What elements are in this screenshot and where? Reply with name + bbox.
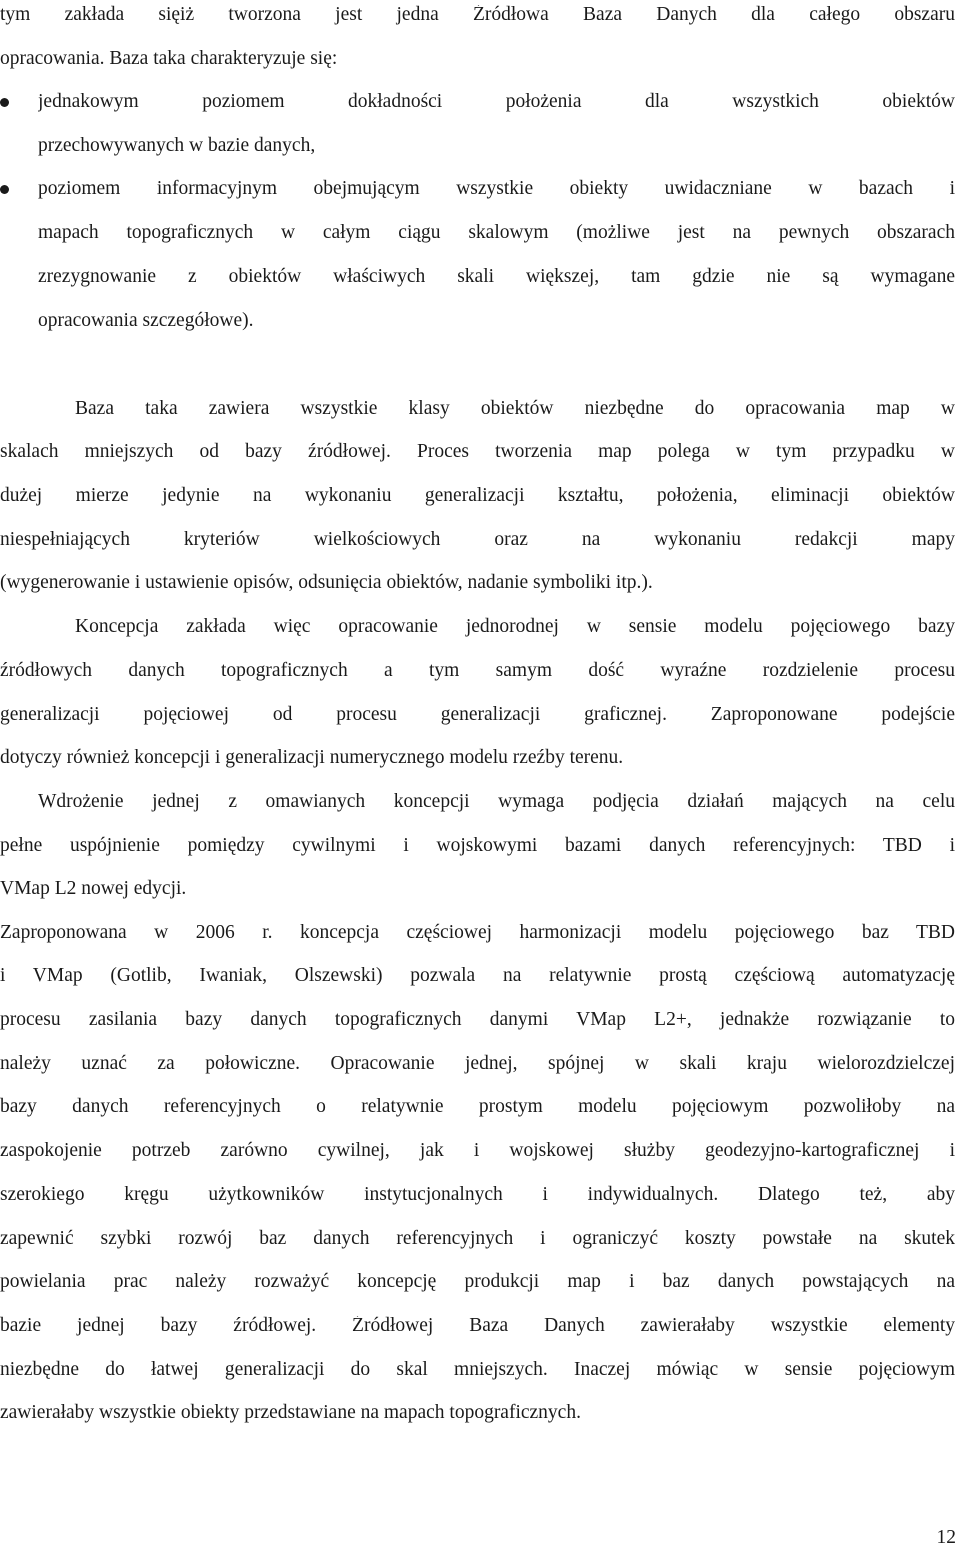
text-line: mapach topograficznych w całym ciągu skalowym (możliwe jest na pewnych obszarach [38,223,955,243]
text-line: generalizacji pojęciowej od procesu generalizacji graficznej. Zaproponowane podejście [0,705,955,725]
text-line: niespełniających kryteriów wielkościowych oraz na wykonaniu redakcji mapy [0,530,955,550]
text-line: procesu zasilania bazy danych topograficznych danymi VMap L2+, jednakże rozwiązanie to [0,1010,955,1030]
text-line: szerokiego kręgu użytkowników instytucjonalnych i indywidualnych. Dlatego też, aby [0,1185,955,1205]
page-number: 12 [936,1527,956,1548]
text-line: Baza taka zawiera wszystkie klasy obiektów niezbędne do opracowania map w [75,399,955,419]
text-line: opracowania szczegółowe). [38,310,254,331]
text-line: skalach mniejszych od bazy źródłowej. Proces tworzenia map polega w tym przypadku w [0,442,955,462]
text-line: powielania prac należy rozważyć koncepcję produkcji map i baz danych powstających na [0,1272,955,1292]
text-line: jednakowym poziomem dokładności położenia dla wszystkich obiektów [38,92,955,112]
text-line: zrezygnowanie z obiektów właściwych skali większej, tam gdzie nie są wymagane [38,267,955,287]
text-line: dużej mierze jedynie na wykonaniu generalizacji kształtu, położenia, eliminacji obiektów [0,486,955,506]
text-line: poziomem informacyjnym obejmującym wszystkie obiekty uwidaczniane w bazach i [38,179,955,199]
text-line: bazy danych referencyjnych o relatywnie prostym modelu pojęciowym pozwoliłoby na [0,1097,955,1117]
bullet-point [0,185,9,194]
text-line: źródłowych danych topograficznych a tym samym dość wyraźne rozdzielenie procesu [0,661,955,681]
text-line: i VMap (Gotlib, Iwaniak, Olszewski) pozwala na relatywnie prostą częściową automatyzację [0,966,955,986]
text-line: Wdrożenie jednej z omawianych koncepcji wymaga podjęcia działań mających na celu [38,792,955,812]
text-line: zaspokojenie potrzeb zarówno cywilnej, jak i wojskowej służby geodezyjno-kartograficznej i [0,1141,955,1161]
text-line: Koncepcja zakłada więc opracowanie jednorodnej w sensie modelu pojęciowego bazy [75,617,955,637]
text-line: zapewnić szybki rozwój baz danych referencyjnych i ograniczyć koszty powstałe na skutek [0,1229,955,1249]
text-line: opracowania. Baza taka charakteryzuje się: [0,48,338,69]
text-line: należy uznać za połowiczne. Opracowanie jednej, spójnej w skali kraju wielorozdzielczej [0,1054,955,1074]
text-line: Zaproponowana w 2006 r. koncepcja częściowej harmonizacji modelu pojęciowego baz TBD [0,923,955,943]
text-line: (wygenerowanie i ustawienie opisów, odsunięcia obiektów, nadanie symboliki itp.). [0,572,653,593]
text-line: pełne uspójnienie pomiędzy cywilnymi i wojskowymi bazami danych referencyjnych: TBD i [0,836,955,856]
text-line: bazie jednej bazy źródłowej. Źródłowej Baza Danych zawierałaby wszystkie elementy [0,1316,955,1336]
text-line: przechowywanych w bazie danych, [38,135,316,156]
bullet-point [0,98,9,107]
text-line: VMap L2 nowej edycji. [0,878,187,899]
text-line: zawierałaby wszystkie obiekty przedstawiane na mapach topograficznych. [0,1402,581,1423]
text-line: dotyczy również koncepcji i generalizacji numerycznego modelu rzeźby terenu. [0,747,624,768]
text-line: tym zakłada sięiż tworzona jest jedna Źródłowa Baza Danych dla całego obszaru [0,5,955,25]
text-line: niezbędne do łatwej generalizacji do skal mniejszych. Inaczej mówiąc w sensie pojęciowym [0,1360,955,1380]
